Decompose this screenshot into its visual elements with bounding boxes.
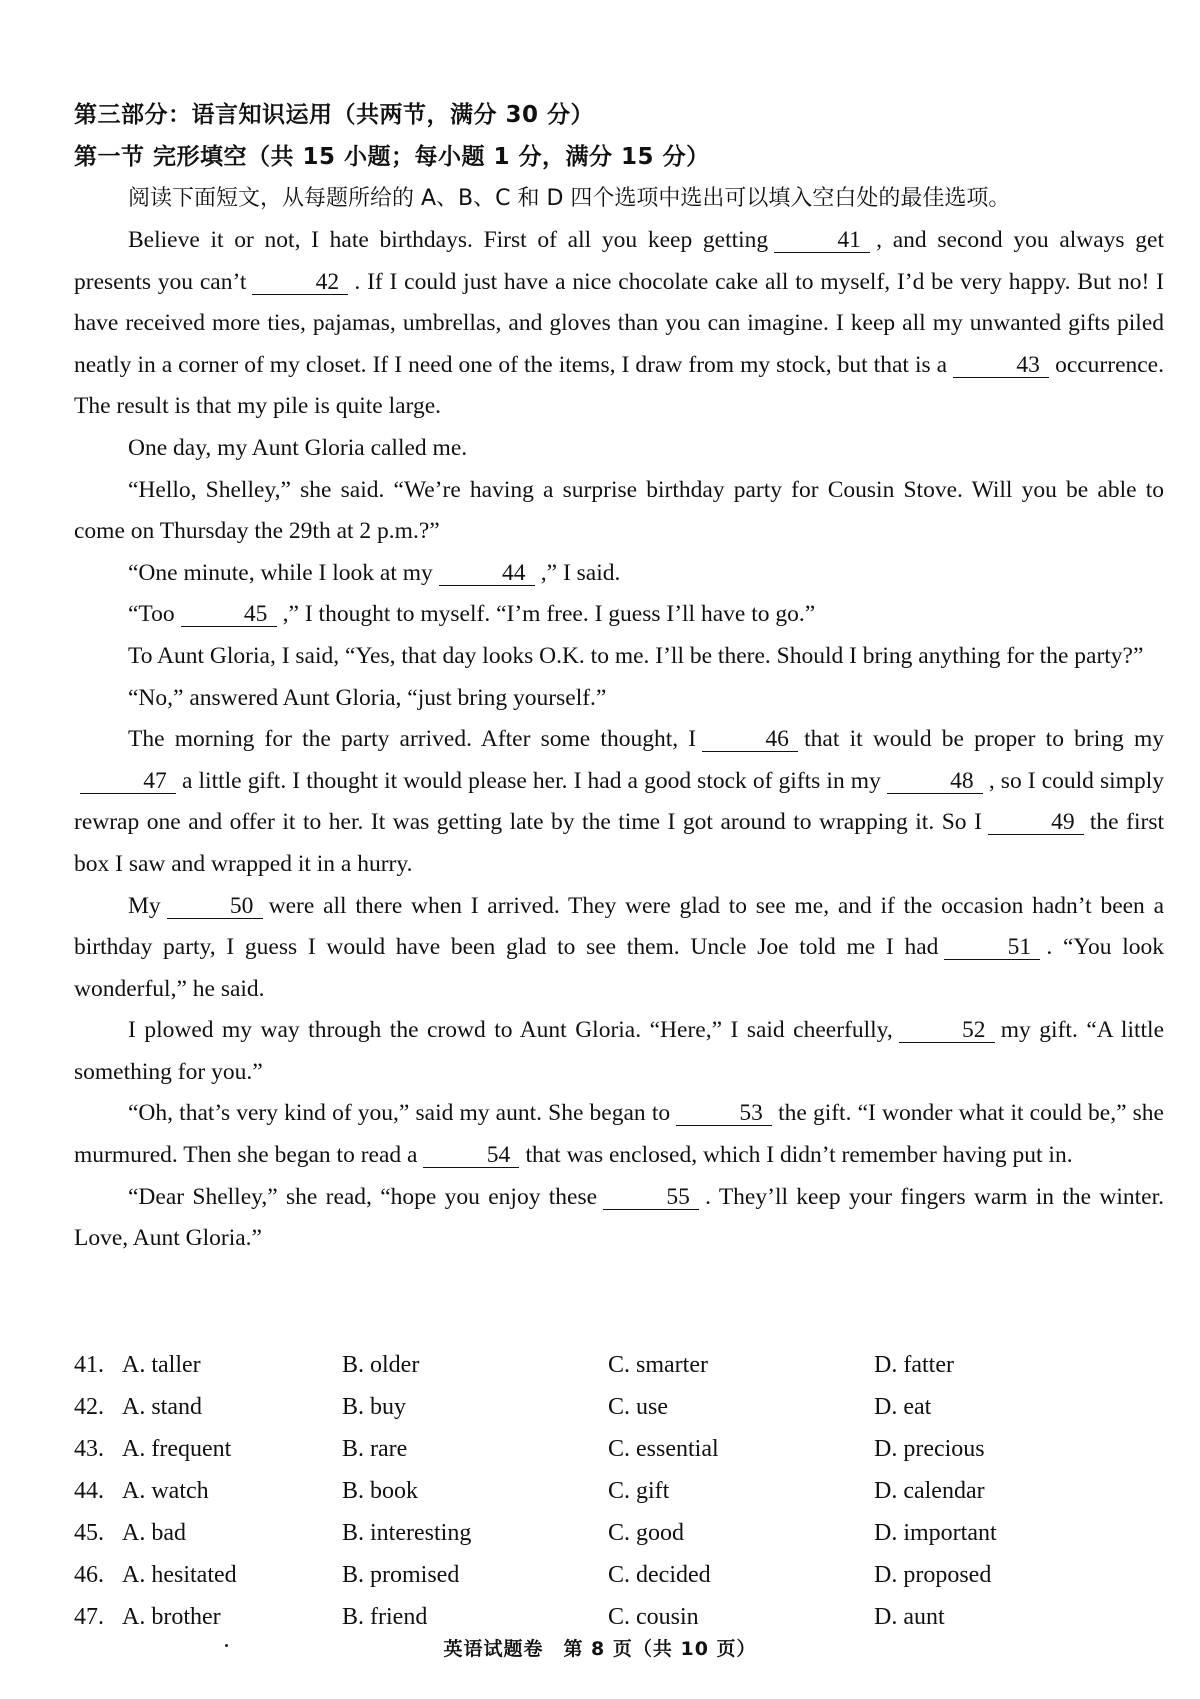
option-b: B. buy	[342, 1394, 407, 1420]
option-d: D. precious	[874, 1436, 985, 1462]
blank-46: 46	[702, 727, 798, 752]
blank-48: 48	[887, 769, 983, 794]
passage-text: . “You look wonderful,” he said.	[74, 934, 1164, 1002]
passage-text: , and second you always get presents you can’t	[74, 227, 1164, 295]
passage-text: “One minute, while I look at my	[128, 559, 433, 586]
option-b: B. friend	[342, 1604, 428, 1630]
option-c: C. use	[608, 1394, 668, 1420]
option-a: A. hesitated	[122, 1562, 237, 1588]
question-42-options	[74, 1394, 1164, 1436]
option-d: D. important	[874, 1520, 997, 1546]
option-c: C. gift	[608, 1478, 670, 1504]
question-number: 42.	[74, 1394, 104, 1420]
instruction-text: 阅读下面短文，从每题所给的 A、B、C 和 D 四个选项中选出可以填入空白处的最佳选项。	[128, 186, 1011, 211]
blank-50: 50	[167, 894, 263, 919]
page-footer: 英语试题卷 第 8 页（共 10 页）	[443, 1638, 757, 1660]
paragraph-1	[74, 220, 1164, 428]
passage-text: the gift. “I wonder what it could be,” she murmured. Then she began to read a	[74, 1100, 1164, 1169]
paragraph-11	[74, 1093, 1164, 1176]
option-c: C. essential	[608, 1436, 719, 1462]
passage-text: “Too	[128, 601, 175, 628]
paragraph-4	[74, 553, 1164, 595]
passage-text: , so I could simply rewrap one and offer it to her. It was getting late by the time I got around to wrapping it. So I	[74, 767, 1164, 836]
option-c: C. cousin	[608, 1604, 699, 1630]
passage-text: the first box I saw and wrapped it in a hurry.	[74, 809, 1164, 877]
option-d: D. fatter	[874, 1352, 954, 1378]
passage-text: ,” I said.	[540, 559, 621, 586]
question-41-options	[74, 1352, 1164, 1394]
paragraph-12	[74, 1177, 1164, 1260]
option-b: B. promised	[342, 1562, 460, 1588]
option-b: B. book	[342, 1478, 419, 1504]
passage-text: ,” I thought to myself. “I’m free. I guess I’ll have to go.”	[282, 601, 816, 628]
passage-text: “Dear Shelley,” she read, “hope you enjoy these	[128, 1183, 598, 1210]
paragraph-3: “Hello, Shelley,” she said. “We’re having a surprise birthday party for Cousin Stove. Will you be able to come on Thursday the 29th at 2 p.m.?”	[74, 476, 1164, 545]
blank-45: 45	[181, 602, 277, 627]
passage-text: Believe it or not, I hate birthdays. First of all you keep getting	[128, 227, 769, 253]
passage-text: My	[128, 892, 161, 919]
option-a: A. stand	[122, 1394, 202, 1420]
question-number: 41.	[74, 1352, 104, 1378]
passage-text: . If I could just have a nice chocolate cake all to myself, I’d be very happy. But no! I have received more ties, pajamas, umbrellas, and gloves than you can imagine. I keep all my unwanted gifts piled neatly in a corner of my closet. If I need one of the items, I draw from my stock, but that is a	[74, 268, 1164, 378]
option-b: B. rare	[342, 1436, 408, 1462]
question-number: 44.	[74, 1478, 104, 1504]
blank-44: 44	[439, 561, 535, 586]
part-heading: 第三部分：语言知识运用（共两节，满分 30 分）	[74, 102, 595, 128]
paragraph-9	[74, 886, 1164, 1011]
blank-54: 54	[423, 1143, 519, 1168]
cloze-passage	[74, 220, 1164, 1260]
blank-52: 52	[899, 1018, 995, 1043]
option-d: D. proposed	[874, 1562, 992, 1588]
passage-text: The morning for the party arrived. After some thought, I	[128, 726, 697, 753]
blank-41: 41	[774, 228, 870, 253]
question-45-options	[74, 1520, 1164, 1562]
blank-51: 51	[944, 935, 1040, 960]
question-number: 43.	[74, 1436, 104, 1462]
passage-text: occurrence. The result is that my pile is quite large.	[74, 351, 1164, 420]
paragraph-8	[74, 719, 1164, 885]
option-c: C. decided	[608, 1562, 711, 1588]
passage-text: my gift. “A little something for you.”	[74, 1017, 1164, 1085]
paragraph-5	[74, 594, 1164, 636]
question-44-options	[74, 1478, 1164, 1520]
passage-text: were all there when I arrived. They were glad to see me, and if the occasion hadn’t been a birthday party, I guess I would have been glad to see them. Uncle Joe told me I had	[74, 892, 1164, 961]
question-number: 46.	[74, 1562, 104, 1588]
paragraph-7: “No,” answered Aunt Gloria, “just bring yourself.”	[128, 684, 607, 711]
question-number: 45.	[74, 1520, 104, 1546]
passage-text: that it would be proper to bring my	[804, 726, 1164, 753]
passage-text: that was enclosed, which I didn’t remember having put in.	[525, 1142, 1073, 1169]
option-d: D. calendar	[874, 1478, 985, 1504]
option-d: D. aunt	[874, 1604, 945, 1630]
paragraph-10	[74, 1010, 1164, 1093]
blank-53: 53	[676, 1101, 772, 1126]
option-b: B. interesting	[342, 1520, 472, 1546]
answer-options	[74, 1352, 1164, 1646]
option-a: A. bad	[122, 1520, 186, 1546]
section-heading: 第一节 完形填空（共 15 小题；每小题 1 分，满分 15 分）	[74, 144, 710, 170]
option-c: C. smarter	[608, 1352, 708, 1378]
paragraph-6: To Aunt Gloria, I said, “Yes, that day looks O.K. to me. I’ll be there. Should I bring anything for the party?”	[128, 642, 1144, 669]
paragraph-2: One day, my Aunt Gloria called me.	[128, 434, 468, 461]
passage-text: I plowed my way through the crowd to Aunt Gloria. “Here,” I said cheerfully,	[128, 1017, 893, 1044]
question-number: 47.	[74, 1604, 104, 1630]
blank-42: 42	[252, 270, 348, 295]
passage-text: “Oh, that’s very kind of you,” said my aunt. She began to	[128, 1100, 671, 1127]
option-b: B. older	[342, 1352, 420, 1378]
option-a: A. brother	[122, 1604, 221, 1630]
option-c: C. good	[608, 1520, 685, 1546]
passage-text: a little gift. I thought it would please her. I had a good stock of gifts in my	[182, 767, 881, 794]
blank-43: 43	[953, 353, 1049, 378]
option-d: D. eat	[874, 1394, 932, 1420]
option-a: A. taller	[122, 1352, 201, 1378]
blank-49: 49	[988, 810, 1084, 835]
passage-text: . They’ll keep your fingers warm in the winter. Love, Aunt Gloria.”	[74, 1183, 1164, 1252]
blank-55: 55	[603, 1185, 699, 1210]
question-46-options	[74, 1562, 1164, 1604]
option-a: A. frequent	[122, 1436, 232, 1462]
question-43-options	[74, 1436, 1164, 1478]
blank-47: 47	[80, 769, 176, 794]
option-a: A. watch	[122, 1478, 209, 1504]
